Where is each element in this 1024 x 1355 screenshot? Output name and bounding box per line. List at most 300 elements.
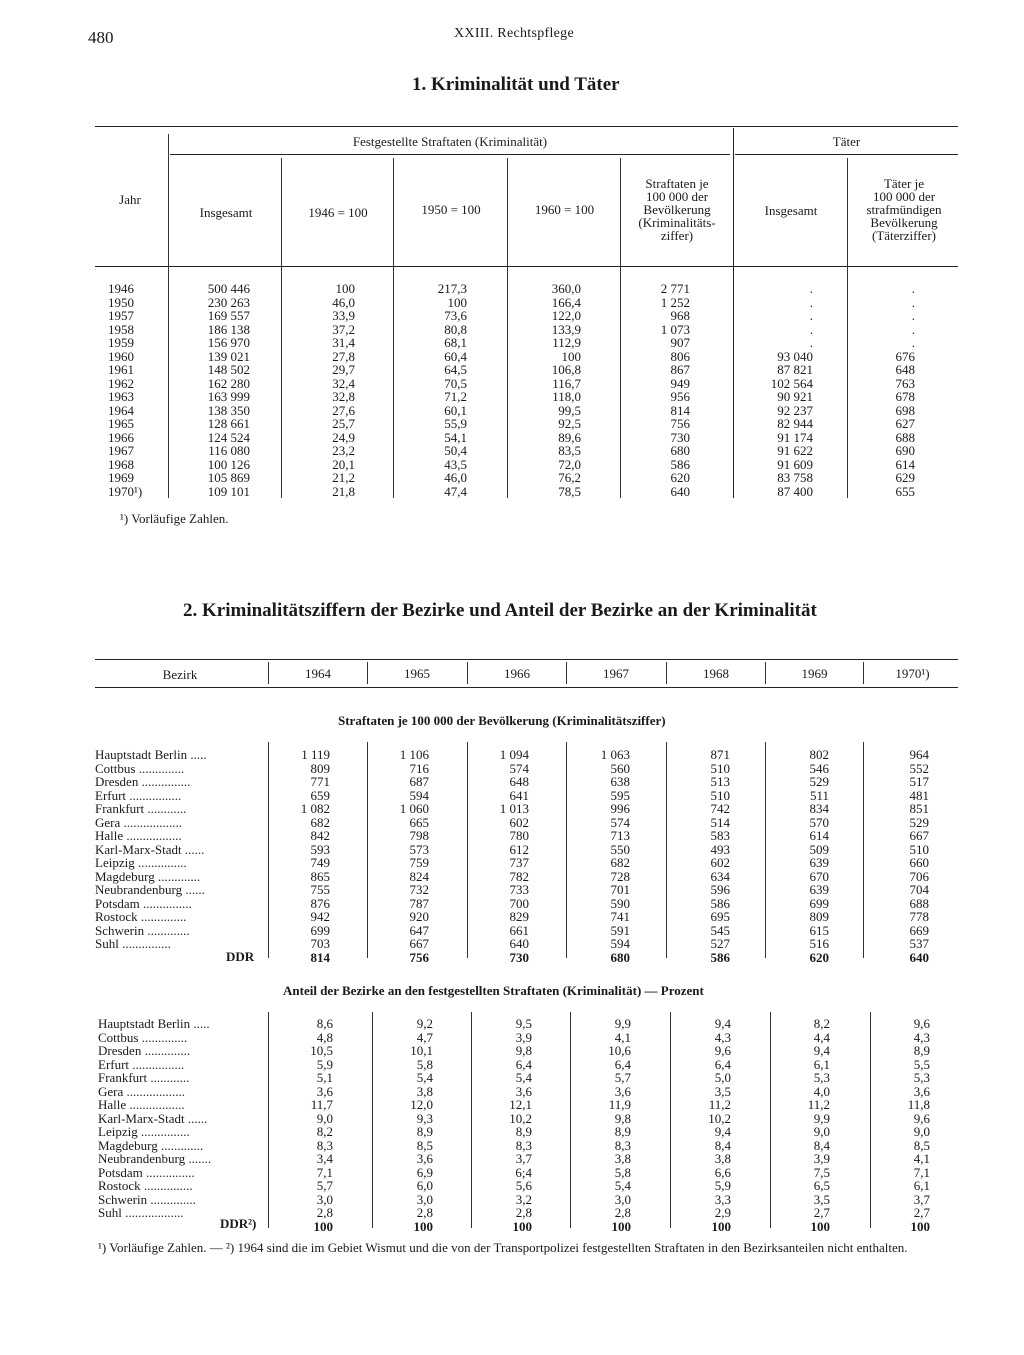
table-cell: 3,6 bbox=[316, 1083, 333, 1099]
table-cell: 4,3 bbox=[913, 1029, 930, 1045]
table-cell: 109 101 bbox=[207, 483, 250, 499]
table-cell: 851 bbox=[909, 801, 929, 816]
table-cell: 546 bbox=[809, 760, 829, 776]
table2-title: 2. Kriminalitätsziffern der Bezirke und Anteil der Bezirke an der Kriminalität bbox=[183, 600, 817, 621]
table-cell: 814 bbox=[310, 949, 330, 965]
table-cell: 701 bbox=[610, 882, 630, 897]
divider bbox=[847, 158, 848, 498]
table-cell: 100 bbox=[611, 1218, 631, 1234]
table-cell: 552 bbox=[909, 760, 929, 776]
index-1946-column bbox=[283, 282, 355, 498]
table-cell: 550 bbox=[610, 841, 630, 857]
table-cell: 2,8 bbox=[416, 1205, 433, 1220]
table-cell: 87 821 bbox=[777, 362, 813, 377]
table-cell: . bbox=[911, 335, 915, 350]
table-cell: 5,7 bbox=[614, 1070, 631, 1085]
table-cell: 615 bbox=[809, 922, 829, 938]
table-cell: 876 bbox=[310, 895, 330, 911]
section1-1970-column bbox=[865, 748, 929, 964]
table-cell: 6,9 bbox=[416, 1164, 433, 1180]
table-cell: 90 921 bbox=[777, 389, 813, 404]
table-cell: 493 bbox=[710, 841, 730, 857]
table-cell: 112,9 bbox=[552, 335, 581, 350]
table-cell: 590 bbox=[610, 895, 630, 911]
table-cell: 3,7 bbox=[515, 1151, 532, 1166]
divider bbox=[863, 662, 864, 684]
table-cell: 5,3 bbox=[913, 1070, 930, 1085]
section2-title: Anteil der Bezirke an den festgestellten Straftaten (Kriminalität) — Prozent bbox=[283, 983, 704, 998]
table-cell: 586 bbox=[710, 895, 730, 911]
table-cell: 1 094 bbox=[499, 747, 529, 762]
table-cell: 5,3 bbox=[813, 1070, 830, 1085]
section2-1966-column bbox=[473, 1017, 532, 1233]
table-cell: 1 252 bbox=[660, 294, 690, 310]
table-cell: 78,5 bbox=[558, 483, 581, 499]
table-cell: 9,6 bbox=[913, 1110, 930, 1126]
col-offenders-total: Insgesamt bbox=[764, 203, 818, 218]
table-cell: 640 bbox=[670, 483, 690, 499]
table-cell: 100 126 bbox=[207, 456, 250, 472]
table-cell: . bbox=[809, 281, 813, 296]
divider bbox=[770, 1012, 771, 1228]
table-cell: 89,6 bbox=[558, 429, 581, 445]
table-cell: 1968 bbox=[108, 456, 134, 472]
table-cell: 68,1 bbox=[444, 335, 467, 350]
col-1946: 1946 = 100 bbox=[308, 205, 368, 220]
index-1950-column bbox=[395, 282, 467, 498]
section2-1964-column bbox=[270, 1017, 333, 1233]
table-cell: 5,0 bbox=[714, 1070, 731, 1085]
table-cell: 6,5 bbox=[813, 1178, 830, 1193]
index-1960-column bbox=[509, 282, 581, 498]
table-cell: 31,4 bbox=[332, 335, 355, 350]
table-cell: 83,5 bbox=[558, 443, 581, 458]
table-cell: 574 bbox=[610, 814, 630, 830]
section2-1969-column bbox=[772, 1017, 830, 1233]
table-cell: 8,3 bbox=[316, 1137, 333, 1153]
table-cell: 3,8 bbox=[614, 1151, 631, 1166]
table-cell: 5,9 bbox=[316, 1056, 333, 1072]
table-cell: 156 970 bbox=[207, 335, 250, 350]
table-cell: 5,6 bbox=[515, 1178, 532, 1193]
table-cell: 8,9 bbox=[913, 1043, 930, 1058]
table-cell: 647 bbox=[409, 922, 429, 938]
table-cell: 10,5 bbox=[310, 1043, 333, 1058]
table-cell: 3,2 bbox=[515, 1191, 532, 1207]
table-cell: 620 bbox=[809, 949, 829, 965]
section1-total-label: DDR bbox=[226, 949, 255, 964]
table-cell: 91 609 bbox=[777, 456, 813, 472]
table-cell: 25,7 bbox=[332, 416, 355, 431]
table-cell: 12,1 bbox=[509, 1097, 532, 1112]
table-cell: 964 bbox=[909, 747, 929, 762]
table-cell: 6,4 bbox=[515, 1056, 532, 1072]
table-cell: 8,4 bbox=[714, 1137, 731, 1153]
table-cell: 9,4 bbox=[813, 1043, 830, 1058]
table-cell: 639 bbox=[809, 882, 829, 897]
table-cell: 3,8 bbox=[714, 1151, 731, 1166]
section1-1964-column bbox=[270, 748, 330, 964]
table-cell: 1959 bbox=[108, 335, 134, 350]
table-cell: 756 bbox=[670, 416, 690, 431]
table-cell: 733 bbox=[509, 882, 529, 897]
divider bbox=[620, 158, 621, 498]
table-cell: 11,2 bbox=[708, 1097, 731, 1112]
table1-group-rule-left bbox=[170, 154, 730, 155]
table-cell: 741 bbox=[610, 909, 630, 924]
col-total: Insgesamt bbox=[199, 205, 253, 220]
table-cell: 162 280 bbox=[207, 375, 250, 391]
table-cell: 80,8 bbox=[444, 321, 467, 337]
table-cell: 100 bbox=[561, 348, 581, 364]
table-cell: 6,0 bbox=[416, 1178, 433, 1193]
table-cell: 124 524 bbox=[207, 429, 250, 445]
table-cell: 11,7 bbox=[310, 1097, 333, 1112]
table-cell: 695 bbox=[710, 909, 730, 924]
table-cell: 612 bbox=[509, 841, 529, 857]
table-cell: 360,0 bbox=[551, 281, 581, 296]
table-cell: 1 060 bbox=[399, 801, 429, 816]
table-cell: 2 771 bbox=[660, 281, 690, 296]
table-cell: 9,3 bbox=[416, 1110, 433, 1126]
divider bbox=[765, 742, 766, 958]
table-cell: . bbox=[911, 281, 915, 296]
table-cell: 32,8 bbox=[332, 389, 355, 404]
table-cell: 829 bbox=[509, 909, 529, 924]
table-cell: 43,5 bbox=[444, 456, 467, 472]
table-cell: 688 bbox=[909, 895, 929, 911]
table-cell: 70,5 bbox=[444, 375, 467, 391]
table-cell: 9,4 bbox=[714, 1016, 731, 1031]
table-cell: 82 944 bbox=[777, 416, 813, 431]
table-cell: 2,9 bbox=[714, 1205, 731, 1220]
table-cell: 513 bbox=[710, 774, 730, 789]
table-cell: 46,0 bbox=[332, 294, 355, 310]
table-cell: 83 758 bbox=[777, 470, 813, 485]
table-cell: 639 bbox=[809, 855, 829, 870]
table-cell: 700 bbox=[509, 895, 529, 911]
table-cell: 545 bbox=[710, 922, 730, 938]
table-cell: 809 bbox=[809, 909, 829, 924]
table-cell: 510 bbox=[909, 841, 929, 857]
table-cell: 4,1 bbox=[913, 1151, 930, 1166]
table-cell: 4,7 bbox=[416, 1029, 433, 1045]
table-cell: 128 661 bbox=[207, 416, 250, 431]
table-cell: 8,6 bbox=[316, 1016, 333, 1031]
table-cell: 706 bbox=[909, 868, 929, 884]
table-cell: 690 bbox=[895, 443, 915, 458]
table-cell: 217,3 bbox=[437, 281, 467, 296]
table1-footnote: ¹) Vorläufige Zahlen. bbox=[120, 511, 229, 526]
table-cell: 93 040 bbox=[777, 348, 813, 364]
table-cell: 1970¹) bbox=[108, 483, 143, 499]
table-cell: 669 bbox=[909, 922, 929, 938]
table-cell: 100 bbox=[447, 294, 467, 310]
table-cell: 21,2 bbox=[332, 470, 355, 485]
table-cell: 763 bbox=[895, 375, 915, 391]
table-cell: 749 bbox=[310, 855, 330, 870]
table-cell: 1950 bbox=[108, 294, 134, 310]
table-cell: 3,6 bbox=[913, 1083, 930, 1099]
table-cell: 100 bbox=[512, 1218, 532, 1234]
table-cell: 76,2 bbox=[558, 470, 581, 485]
table-cell: 8,3 bbox=[614, 1137, 631, 1153]
table-cell: 4,1 bbox=[614, 1029, 631, 1045]
table-cell: 1 073 bbox=[660, 321, 690, 337]
table-cell: 5,4 bbox=[614, 1178, 631, 1193]
table-cell: 9,0 bbox=[316, 1110, 333, 1126]
divider bbox=[471, 1012, 472, 1228]
table-cell: 586 bbox=[670, 456, 690, 472]
table-cell: 1961 bbox=[108, 362, 134, 377]
rate-column bbox=[622, 282, 690, 498]
table-cell: 1946 bbox=[108, 281, 134, 296]
table-cell: 186 138 bbox=[207, 321, 250, 337]
col-year: Jahr bbox=[119, 192, 141, 207]
table-cell: 10,1 bbox=[410, 1043, 433, 1058]
table-cell: 614 bbox=[895, 456, 915, 472]
table-cell: 1964 bbox=[108, 402, 134, 418]
divider bbox=[670, 1012, 671, 1228]
table-cell: 660 bbox=[909, 855, 929, 870]
table-cell: 4,8 bbox=[316, 1029, 333, 1045]
table-cell: 73,6 bbox=[444, 308, 467, 323]
table-cell: 20,1 bbox=[332, 456, 355, 472]
table-cell: 742 bbox=[710, 801, 730, 816]
table-cell: 824 bbox=[409, 868, 429, 884]
table-cell: . bbox=[911, 294, 915, 310]
table-cell: 7,1 bbox=[913, 1164, 930, 1180]
table-cell: 667 bbox=[409, 936, 429, 951]
table-cell: 778 bbox=[909, 909, 929, 924]
table-cell: 703 bbox=[310, 936, 330, 951]
table-cell: 9,6 bbox=[913, 1016, 930, 1031]
table-cell: 627 bbox=[895, 416, 915, 431]
table-cell: 6,6 bbox=[714, 1164, 731, 1180]
table-cell: 814 bbox=[670, 402, 690, 418]
table-cell: 595 bbox=[610, 787, 630, 803]
table-cell: 8,9 bbox=[416, 1124, 433, 1139]
table-cell: 8,9 bbox=[515, 1124, 532, 1139]
table-cell: . bbox=[809, 294, 813, 310]
divider bbox=[666, 662, 667, 684]
table-cell: 92,5 bbox=[558, 416, 581, 431]
table-cell: 105 869 bbox=[207, 470, 250, 485]
table-cell: 655 bbox=[895, 483, 915, 499]
divider bbox=[367, 662, 368, 684]
offenders-total-column bbox=[735, 282, 813, 498]
table-cell: 730 bbox=[670, 429, 690, 445]
table-cell: 517 bbox=[909, 774, 929, 789]
table-cell: . bbox=[809, 321, 813, 337]
table-cell: 163 999 bbox=[207, 389, 250, 404]
table-cell: 2,8 bbox=[614, 1205, 631, 1220]
table-cell: 602 bbox=[710, 855, 730, 870]
table-cell: 511 bbox=[809, 787, 829, 803]
table-cell: 3,4 bbox=[316, 1151, 333, 1166]
divider bbox=[372, 1012, 373, 1228]
col-year-1970: 1970¹) bbox=[895, 666, 930, 681]
table-cell: 1967 bbox=[108, 443, 134, 458]
table-cell: 6,4 bbox=[614, 1056, 631, 1072]
table-cell: 942 bbox=[310, 909, 330, 924]
table-cell: 87 400 bbox=[777, 483, 813, 499]
table-cell: 802 bbox=[809, 747, 829, 762]
table-cell: 3,6 bbox=[614, 1083, 631, 1099]
col-offenders-rate: Täter je 100 000 der strafmündigen Bevölkerung (Täterziffer) bbox=[866, 176, 942, 243]
table-cell: 968 bbox=[670, 308, 690, 323]
table-cell: 638 bbox=[610, 774, 630, 789]
table-cell: 865 bbox=[310, 868, 330, 884]
table-cell: 37,2 bbox=[332, 321, 355, 337]
divider bbox=[666, 742, 667, 958]
table1-header-rule bbox=[95, 266, 958, 267]
table-cell: 122,0 bbox=[551, 308, 581, 323]
table-cell: 867 bbox=[670, 362, 690, 377]
table-cell: 64,5 bbox=[444, 362, 467, 377]
divider bbox=[268, 662, 269, 684]
table-cell: 8,3 bbox=[515, 1137, 532, 1153]
table-cell: 116,7 bbox=[552, 375, 581, 391]
table-cell: 907 bbox=[670, 335, 690, 350]
table-cell: 4,3 bbox=[714, 1029, 731, 1045]
table-cell: 728 bbox=[610, 868, 630, 884]
table-cell: 106,8 bbox=[551, 362, 581, 377]
offenders-rate-column bbox=[849, 282, 915, 498]
table-cell: 8,2 bbox=[316, 1124, 333, 1139]
divider bbox=[168, 134, 169, 498]
table-cell: 510 bbox=[710, 787, 730, 803]
table-cell: 9,8 bbox=[515, 1043, 532, 1058]
table-cell: 27,8 bbox=[332, 348, 355, 364]
table-cell: 8,5 bbox=[416, 1137, 433, 1153]
table-cell: 602 bbox=[509, 814, 529, 830]
table-cell: 1969 bbox=[108, 470, 134, 485]
table1-top-rule bbox=[95, 126, 958, 127]
table-cell: 1 106 bbox=[399, 747, 429, 762]
table-cell: 755 bbox=[310, 882, 330, 897]
table-cell: 3,5 bbox=[714, 1083, 731, 1099]
divider bbox=[507, 158, 508, 498]
table-cell: 1958 bbox=[108, 321, 134, 337]
table-cell: 659 bbox=[310, 787, 330, 803]
table-cell: 9,4 bbox=[714, 1124, 731, 1139]
divider bbox=[870, 1012, 871, 1228]
table-cell: 91 174 bbox=[777, 429, 813, 445]
table-cell: 680 bbox=[670, 443, 690, 458]
col-district: Bezirk bbox=[162, 667, 198, 682]
table-cell: 1 063 bbox=[600, 747, 630, 762]
table-cell: 699 bbox=[809, 895, 829, 911]
divider bbox=[268, 742, 269, 958]
table-cell: 834 bbox=[809, 801, 829, 816]
table-cell: 514 bbox=[710, 814, 730, 830]
table-cell: 6;4 bbox=[515, 1164, 532, 1180]
table-cell: 3,6 bbox=[416, 1151, 433, 1166]
table-cell: 529 bbox=[909, 814, 929, 830]
table-cell: 133,9 bbox=[551, 321, 581, 337]
table-cell: 118,0 bbox=[552, 389, 581, 404]
table-cell: . bbox=[809, 335, 813, 350]
table-cell: 670 bbox=[809, 868, 829, 884]
col-group-crimes: Festgestellte Straftaten (Kriminalität) bbox=[352, 134, 548, 149]
table-cell: 713 bbox=[610, 828, 630, 843]
col-year-1967: 1967 bbox=[603, 666, 629, 681]
table-cell: 8,4 bbox=[813, 1137, 830, 1153]
table-cell: 574 bbox=[509, 760, 529, 776]
table-cell: 9,0 bbox=[813, 1124, 830, 1139]
table-cell: 8,9 bbox=[614, 1124, 631, 1139]
table-cell: 100 bbox=[335, 281, 355, 296]
divider bbox=[566, 742, 567, 958]
section2-1967-column bbox=[572, 1017, 631, 1233]
table-cell: 648 bbox=[509, 774, 529, 789]
table-cell: 956 bbox=[670, 389, 690, 404]
table-cell: 5,8 bbox=[614, 1164, 631, 1180]
table-cell: 640 bbox=[509, 936, 529, 951]
table-cell: 2,7 bbox=[913, 1205, 930, 1220]
col-1950: 1950 = 100 bbox=[421, 202, 481, 217]
table-cell: 100 bbox=[413, 1218, 433, 1234]
table-cell: 8,5 bbox=[913, 1137, 930, 1153]
table-cell: 699 bbox=[310, 922, 330, 938]
table-cell: 809 bbox=[310, 760, 330, 776]
table-cell: 648 bbox=[895, 362, 915, 377]
table-cell: 3,7 bbox=[913, 1191, 930, 1207]
table-cell: 583 bbox=[710, 828, 730, 843]
table-cell: 46,0 bbox=[444, 470, 467, 485]
section1-title: Straftaten je 100 000 der Bevölkerung (Kriminalitätsziffer) bbox=[338, 713, 666, 728]
col-1960: 1960 = 100 bbox=[534, 202, 595, 217]
table-cell: 10,2 bbox=[509, 1110, 532, 1126]
table-cell: 771 bbox=[310, 774, 330, 789]
table-cell: 1960 bbox=[108, 348, 134, 364]
table-cell: 730 bbox=[509, 949, 529, 965]
table-cell: 594 bbox=[409, 787, 429, 803]
table-cell: . bbox=[911, 308, 915, 323]
table-cell: 3,3 bbox=[714, 1191, 731, 1207]
table-cell: 716 bbox=[409, 760, 429, 776]
table-cell: 3,9 bbox=[515, 1029, 532, 1045]
table-cell: 3,0 bbox=[316, 1191, 333, 1207]
col-year-1966: 1966 bbox=[504, 666, 530, 681]
section1-1965-column bbox=[369, 748, 429, 964]
divider bbox=[566, 662, 567, 684]
table-cell: 481 bbox=[909, 787, 929, 803]
table-cell: 527 bbox=[710, 936, 730, 951]
table-cell: 996 bbox=[610, 801, 630, 816]
table-cell: 50,4 bbox=[444, 443, 467, 458]
table-cell: 10,2 bbox=[708, 1110, 731, 1126]
table-cell: 949 bbox=[670, 375, 690, 391]
section2-1965-column bbox=[374, 1017, 433, 1233]
table-cell: 21,8 bbox=[332, 483, 355, 499]
divider bbox=[765, 662, 766, 684]
table-cell: 594 bbox=[610, 936, 630, 951]
table-cell: . bbox=[809, 308, 813, 323]
col-year-1964: 1964 bbox=[305, 666, 331, 681]
table-cell: 100 bbox=[910, 1218, 930, 1234]
table-cell: 1966 bbox=[108, 429, 134, 445]
table-cell: 780 bbox=[509, 828, 529, 843]
section2-1970-column bbox=[872, 1017, 930, 1233]
table-cell: 169 557 bbox=[207, 308, 250, 323]
table-cell: 1 013 bbox=[499, 801, 529, 816]
table-cell: 537 bbox=[909, 936, 929, 951]
table-cell: 6,1 bbox=[813, 1056, 830, 1072]
table-cell: 54,1 bbox=[444, 429, 467, 445]
table-cell: 634 bbox=[710, 868, 730, 884]
